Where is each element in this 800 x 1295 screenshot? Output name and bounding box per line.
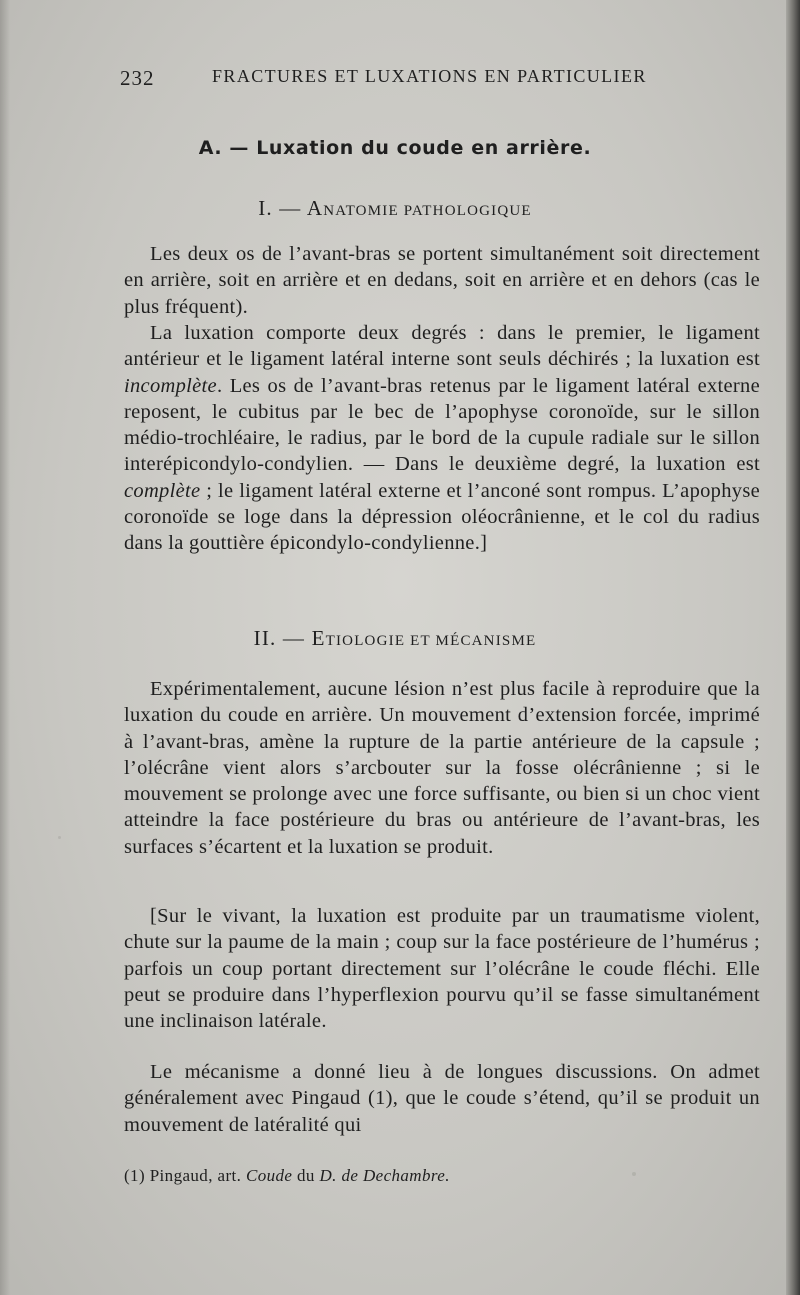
paragraph-mechanism: Le mécanisme a donné lieu à de longues discussions. On admet généralement avec Pingaud (1), que le coude s’étend, qu’il se produit un mouvement de latéralité qui <box>124 1061 760 1136</box>
subsection-title-initial: A <box>306 196 324 220</box>
footnote <box>124 1166 760 1186</box>
footnote-author: Pingaud, art. <box>149 1166 242 1185</box>
text-run: ; le ligament latéral externe et l’anconé sont rompus. L’apophyse coronoïde se loge dans la dépression oléocrânienne, et le col du radius dans la gouttière épicondylo-condylienne.] <box>124 479 760 555</box>
subsection-title-rest: NATOMIE PATHOLOGIQUE <box>323 203 532 219</box>
section-title: A. — Luxation du coude en arrière. <box>198 137 592 159</box>
text-run: La luxation comporte deux degrés : dans le premier, le ligament antérieur et le ligament latéral interne sont seuls déchirés ; la luxation est <box>124 322 760 371</box>
subsection-heading-etiology <box>0 626 790 651</box>
subsection-numeral: I. — <box>258 196 302 220</box>
paragraph-living-subject: [Sur le vivant, la luxation est produite par un traumatisme violent, chute sur la paume de la main ; coup sur la face postérieure de l’humérus ; parfois un coup portant directement sur l’olécrâne le coude fléchi. Elle peut se produire dans l’hyperflexion pourvu qu’il se fasse simultanément une inclinaison latérale. <box>124 905 760 1033</box>
running-head <box>120 66 770 96</box>
subsection-numeral: II. — <box>253 626 306 650</box>
subsection-title-initial: E <box>311 626 326 650</box>
paragraph-experimental: Expérimentalement, aucune lésion n’est plus facile à reproduire que la luxation du coude en arrière. Un mouvement d’extension forcée, imprimé à l’avant-bras, amène la rupture de la partie antérieure de la capsule ; l’olécrâne vient alors s’arcbouter sur la fosse olécrânienne ; si le mouvement se prolonge avec une force suffisante, ou bien si un choc vient atteindre la face postérieure du bras ou antérieure de l’avant-bras, les surfaces s’écartent et la luxation se produit. <box>124 678 760 858</box>
subsection-heading-anatomy <box>0 196 790 221</box>
footnote-marker: (1) <box>124 1166 146 1185</box>
text-run: . Les os de l’avant-bras retenus par le ligament latéral externe reposent, le cubitus par le bec de l’apophyse coronoïde, sur le sillon médio-trochléaire, le radius, par le bord de la cupule radiale sur le sillon interépicondylo-condylien. — Dans le deuxième degré, la luxation est <box>124 374 760 476</box>
paragraph-bones-displacement: Les deux os de l’avant-bras se portent simultanément soit directement en arrière, soit en arrière et en dedans, soit en arrière et en dehors (cas le plus fréquent). <box>124 243 760 318</box>
footnote-source: D. de Dechambre. <box>319 1166 450 1185</box>
page-number: 232 <box>120 66 155 90</box>
footnote-title: Coude <box>245 1166 293 1185</box>
subsection-title-rest: TIOLOGIE ET MÉCANISME <box>325 633 537 649</box>
footnote-text: du <box>297 1166 315 1185</box>
emphasis-incomplete: incomplète <box>124 374 217 397</box>
paragraph-luxation-degrees <box>124 320 760 557</box>
running-title: FRACTURES ET LUXATIONS EN PARTICULIER <box>212 66 647 86</box>
emphasis-complete: complète <box>124 479 201 502</box>
